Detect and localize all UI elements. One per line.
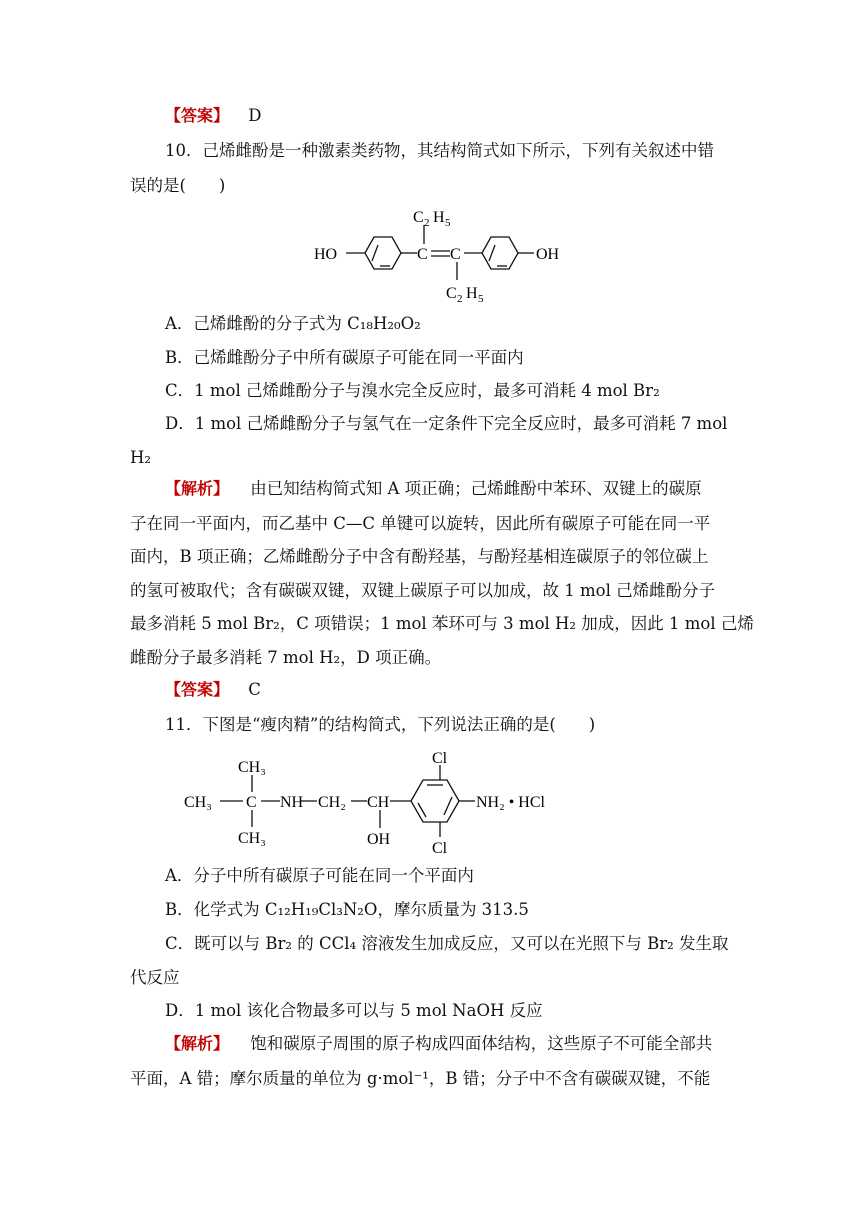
question-10-analysis-line6: 雌酚分子最多消耗 7 mol H₂，D 项正确。: [130, 648, 442, 667]
question-10-option-a: A．己烯雌酚的分子式为 C₁₈H₂₀O₂: [165, 314, 421, 333]
analysis-tag: 【解析】: [165, 479, 230, 498]
answer-value: C: [248, 680, 261, 699]
analysis-text: 由已知结构简式知 A 项正确；己烯雌酚中苯环、双键上的碳原: [250, 479, 702, 498]
question-10-stem-line1: 10．己烯雌酚是一种激素类药物，其结构简式如下所示，下列有关叙述中错: [165, 141, 714, 160]
ch3-left: CH₃: [184, 794, 212, 811]
ethyl-top-sub2: 2: [424, 217, 430, 229]
ethyl-top-h: H: [433, 209, 445, 226]
analysis-tag: 【解析】: [165, 1034, 230, 1053]
diethylstilbestrol-structure: [300, 200, 590, 310]
answer-value: D: [248, 106, 262, 125]
answer-line-q9: [165, 105, 262, 127]
ch2-group: CH₂: [318, 794, 346, 811]
question-11-option-c-line1: C．既可以与 Br₂ 的 CCl₄ 溶液发生加成反应，又可以在光照下与 Br₂ 发生取: [165, 934, 729, 953]
question-10-analysis-line2: 子在同一平面内，而乙基中 C—C 单键可以旋转，因此所有碳原子可能在同一平: [130, 514, 711, 533]
oh-label: OH: [536, 246, 560, 263]
question-10-option-d-line2: H₂: [130, 448, 152, 467]
nh2-hcl-group: NH₂ • HCl: [476, 794, 545, 811]
question-11-stem: 11．下图是“瘦肉精”的结构简式，下列说法正确的是( ): [165, 715, 596, 734]
question-11-option-b: B．化学式为 C₁₂H₁₉Cl₃N₂O，摩尔质量为 313.5: [165, 900, 529, 919]
ethyl-bottom-c: C: [446, 285, 457, 302]
clenbuterol-structure: [180, 745, 600, 860]
quaternary-carbon: C: [246, 794, 257, 811]
question-11-analysis-line2: 平面，A 错；摩尔质量的单位为 g·mol⁻¹，B 错；分子中不含有碳碳双键，不能: [130, 1069, 711, 1088]
question-11-option-c-line2: 代反应: [130, 968, 180, 987]
question-10-analysis-line5: 最多消耗 5 mol Br₂，C 项错误；1 mol 苯环可与 3 mol H₂ 加成，因此 1 mol 己烯: [130, 614, 754, 633]
ethyl-top-c: C: [413, 209, 424, 226]
question-10-analysis-line1: [165, 478, 702, 500]
question-10-stem-line2: 误的是( ): [130, 176, 226, 195]
answer-tag: 【答案】: [165, 680, 230, 699]
nh-group: NH: [280, 794, 304, 811]
ch3-bottom: CH₃: [238, 830, 266, 847]
question-11-option-d: D．1 mol 该化合物最多可以与 5 mol NaOH 反应: [165, 1001, 543, 1020]
answer-line-q10: [165, 679, 261, 701]
cl-top: Cl: [432, 750, 448, 767]
ethyl-bottom-h: H: [466, 285, 478, 302]
ethyl-bottom-sub2: 2: [457, 293, 463, 305]
question-10-option-d-line1: D．1 mol 己烯雌酚分子与氢气在一定条件下完全反应时，最多可消耗 7 mol: [165, 414, 728, 433]
alkene-carbon-1: C: [417, 246, 428, 263]
ho-label: HO: [314, 246, 338, 263]
cl-bottom: Cl: [432, 840, 448, 857]
question-10-option-b: B．己烯雌酚分子中所有碳原子可能在同一平面内: [165, 348, 524, 367]
analysis-text: 饱和碳原子周围的原子构成四面体结构，这些原子不可能全部共: [250, 1034, 713, 1053]
question-10-option-c: C．1 mol 己烯雌酚分子与溴水完全反应时，最多可消耗 4 mol Br₂: [165, 381, 660, 400]
question-11-option-a: A．分子中所有碳原子可能在同一个平面内: [165, 866, 474, 885]
alkene-carbon-2: C: [450, 246, 461, 263]
ch3-top: CH₃: [238, 759, 266, 776]
ethyl-top-sub5: 5: [445, 217, 451, 229]
question-10-analysis-line4: 的氢可被取代；含有碳碳双键，双键上碳原子可以加成，故 1 mol 己烯雌酚分子: [130, 581, 716, 600]
question-10-analysis-line3: 面内，B 项正确；乙烯雌酚分子中含有酚羟基，与酚羟基相连碳原子的邻位碳上: [130, 547, 709, 566]
answer-tag: 【答案】: [165, 106, 230, 125]
oh-group: OH: [367, 831, 391, 848]
ethyl-bottom-sub5: 5: [478, 293, 484, 305]
ch-group: CH: [367, 794, 390, 811]
question-11-analysis-line1: [165, 1033, 712, 1055]
